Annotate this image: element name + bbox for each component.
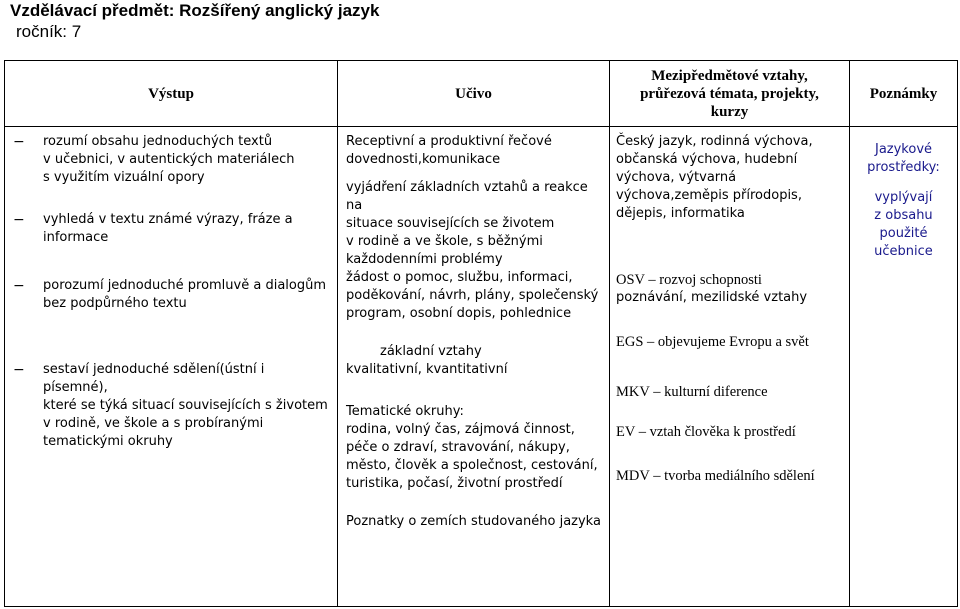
text-line: Český jazyk, rodinná výchova, xyxy=(616,134,813,149)
vystup-item xyxy=(13,361,333,451)
text-line: EV – vztah člověka k prostředí xyxy=(616,424,796,440)
text-line: které se týká situací souvisejících s životem xyxy=(43,398,328,413)
text-line: vyhledá v textu známé výrazy, fráze a xyxy=(43,212,293,227)
dash-bullet: − xyxy=(13,362,25,378)
curriculum-table xyxy=(4,60,958,607)
text-line: informace xyxy=(43,230,109,245)
text-line: dovednosti,komunikace xyxy=(346,152,501,167)
text-line: Poznatky o zemích studovaného jazyka xyxy=(346,514,601,529)
ucivo-paragraph xyxy=(346,343,605,379)
text-line: program, osobní dopis, pohlednice xyxy=(346,306,572,321)
vystup-cell xyxy=(5,127,338,607)
poznamky-cell xyxy=(850,127,958,607)
ucivo-paragraph xyxy=(346,133,605,169)
text-line: použité xyxy=(879,226,928,241)
mezi-paragraph xyxy=(616,383,845,401)
header-mezi-line: průřezová témata, projekty, xyxy=(640,85,819,102)
text-line: občanská výchova, hudební xyxy=(616,152,798,167)
text-line: vyjádření základních vztahů a reakce na xyxy=(346,180,588,213)
grade-label: ročník: 7 xyxy=(16,22,82,41)
document-heading xyxy=(10,0,379,42)
vystup-item xyxy=(13,133,333,187)
dash-bullet: − xyxy=(13,134,25,150)
mezi-paragraph xyxy=(616,271,845,307)
header-vystup: Výstup xyxy=(5,61,338,127)
content-row xyxy=(5,127,958,607)
text-line: vyplývají xyxy=(874,190,933,205)
text-line: poděkování, návrh, plány, společenský xyxy=(346,288,599,303)
text-line: prostředky: xyxy=(867,160,940,175)
text-line: sestaví jednoduché sdělení(ústní i písemné), xyxy=(43,362,265,395)
header-mezi-line: Mezipředmětové vztahy, xyxy=(651,67,808,84)
header-mezi-line: kurzy xyxy=(710,103,749,120)
text-line: bez podpůrného textu xyxy=(43,296,187,311)
text-line: základní vztahy xyxy=(380,344,482,359)
text-line: EGS – objevujeme Evropu a svět xyxy=(616,334,809,350)
text-line: výchova, výtvarná xyxy=(616,170,737,185)
text-line: v učebnici, v autentických materiálech xyxy=(43,152,295,167)
text-line: kvalitativní, kvantitativní xyxy=(346,362,508,377)
text-line: rodina, volný čas, zájmová činnost, xyxy=(346,422,575,437)
text-line: v rodině, ve škole a s probíranými xyxy=(43,416,264,431)
text-line: dějepis, informatika xyxy=(616,206,745,221)
text-line: rozumí obsahu jednoduchých textů xyxy=(43,134,273,149)
text-line: poznávání, mezilidské vztahy xyxy=(616,290,808,305)
text-line: porozumí jednoduché promluvě a dialogům xyxy=(43,278,327,293)
text-line: péče o zdraví, stravování, nákupy, xyxy=(346,440,570,455)
ucivo-cell xyxy=(338,127,610,607)
text-line: z obsahu xyxy=(874,208,933,223)
mezi-paragraph xyxy=(616,333,845,351)
text-line: žádost o pomoc, službu, informaci, xyxy=(346,270,573,285)
dash-bullet: − xyxy=(13,212,25,228)
ucivo-paragraph xyxy=(346,513,605,531)
text-line: učebnice xyxy=(874,244,933,259)
text-line: OSV – rozvoj schopnosti xyxy=(616,272,762,288)
text-line: Receptivní a produktivní řečové xyxy=(346,134,552,149)
header-row xyxy=(5,61,958,127)
ucivo-paragraph xyxy=(346,403,605,493)
header-poznamky: Poznámky xyxy=(850,61,958,127)
text-line: Tematické okruhy: xyxy=(346,404,464,419)
header-ucivo: Učivo xyxy=(338,61,610,127)
dash-bullet: − xyxy=(13,278,25,294)
mezi-paragraph xyxy=(616,467,845,485)
text-line: MDV – tvorba mediálního sdělení xyxy=(616,468,815,484)
vystup-item xyxy=(13,277,333,313)
text-line: s využitím vizuální opory xyxy=(43,170,205,185)
text-line: město, člověk a společnost, cestování, xyxy=(346,458,598,473)
poznamky-paragraph xyxy=(856,189,951,261)
text-line: výchova,zeměpis přírodopis, xyxy=(616,188,802,203)
text-line: Jazykové xyxy=(874,142,933,157)
subject-title: Vzdělávací předmět: Rozšířený anglický jazyk xyxy=(10,1,380,20)
text-line: turistika, počasí, životní prostředí xyxy=(346,476,563,491)
text-line: každodenními problémy xyxy=(346,252,503,267)
text-line: tematickými okruhy xyxy=(43,434,173,449)
text-line: v rodině a ve škole, s běžnými xyxy=(346,234,543,249)
vystup-item xyxy=(13,211,333,247)
mezi-paragraph xyxy=(616,133,845,223)
poznamky-paragraph xyxy=(856,141,951,177)
ucivo-paragraph xyxy=(346,179,605,323)
header-mezipredmetove xyxy=(610,61,850,127)
text-line: situace souvisejících se životem xyxy=(346,216,555,231)
text-line: MKV – kulturní diference xyxy=(616,384,768,400)
mezipredmetove-cell xyxy=(610,127,850,607)
mezi-paragraph xyxy=(616,423,845,441)
